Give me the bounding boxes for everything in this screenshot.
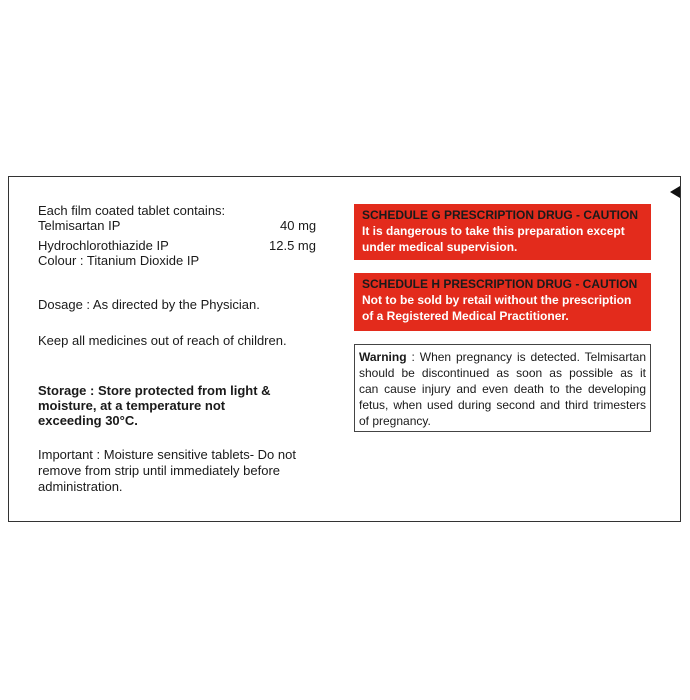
telmisartan-amount: 40 mg: [280, 218, 317, 233]
hydrochlorothiazide-amount: 12.5 mg: [269, 238, 316, 253]
warning-line-4: fetus, when used during second and third trimesters: [359, 398, 646, 412]
warning-line-3: can cause injury and even death to the developing: [359, 382, 646, 396]
warning-line-2: should be discontinued as soon as possible as it: [359, 366, 646, 380]
composition-header: Each film coated tablet contains:: [38, 203, 226, 218]
warning-line-5: of pregnancy.: [359, 414, 431, 428]
schedule-h-line-1: Not to be sold by retail without the prescription: [362, 293, 632, 307]
schedule-g-line-1: It is dangerous to take this preparation except: [362, 224, 625, 238]
warning-line-1: [359, 349, 646, 365]
warning-line-1-text: : When pregnancy is detected. Telmisartan: [406, 350, 646, 364]
important-line-3: administration.: [38, 479, 123, 494]
telmisartan-name: Telmisartan IP: [38, 218, 121, 233]
pregnancy-warning-box: [354, 344, 651, 432]
dosage-text: Dosage : As directed by the Physician.: [38, 297, 260, 312]
schedule-g-line-2: under medical supervision.: [362, 240, 518, 254]
schedule-g-caution-box: [354, 204, 651, 260]
storage-line-3: exceeding 30°C.: [38, 413, 138, 428]
schedule-g-title: SCHEDULE G PRESCRIPTION DRUG - CAUTION: [362, 208, 639, 222]
important-line-2: remove from strip until immediately before: [38, 463, 281, 478]
important-line-1: Important : Moisture sensitive tablets- Do not: [38, 447, 296, 462]
schedule-h-line-2: of a Registered Medical Practitioner.: [362, 309, 569, 323]
hydrochlorothiazide-name: Hydrochlorothiazide IP: [38, 238, 169, 253]
schedule-h-title: SCHEDULE H PRESCRIPTION DRUG - CAUTION: [362, 277, 638, 291]
warning-label: Warning: [359, 350, 407, 364]
storage-line-1: Storage : Store protected from light &: [38, 383, 271, 398]
edge-marker: [670, 186, 680, 198]
schedule-h-caution-box: [354, 273, 651, 331]
storage-line-2: moisture, at a temperature not: [38, 398, 226, 413]
colour-line: Colour : Titanium Dioxide IP: [38, 253, 200, 268]
keep-away-text: Keep all medicines out of reach of children.: [38, 333, 287, 348]
